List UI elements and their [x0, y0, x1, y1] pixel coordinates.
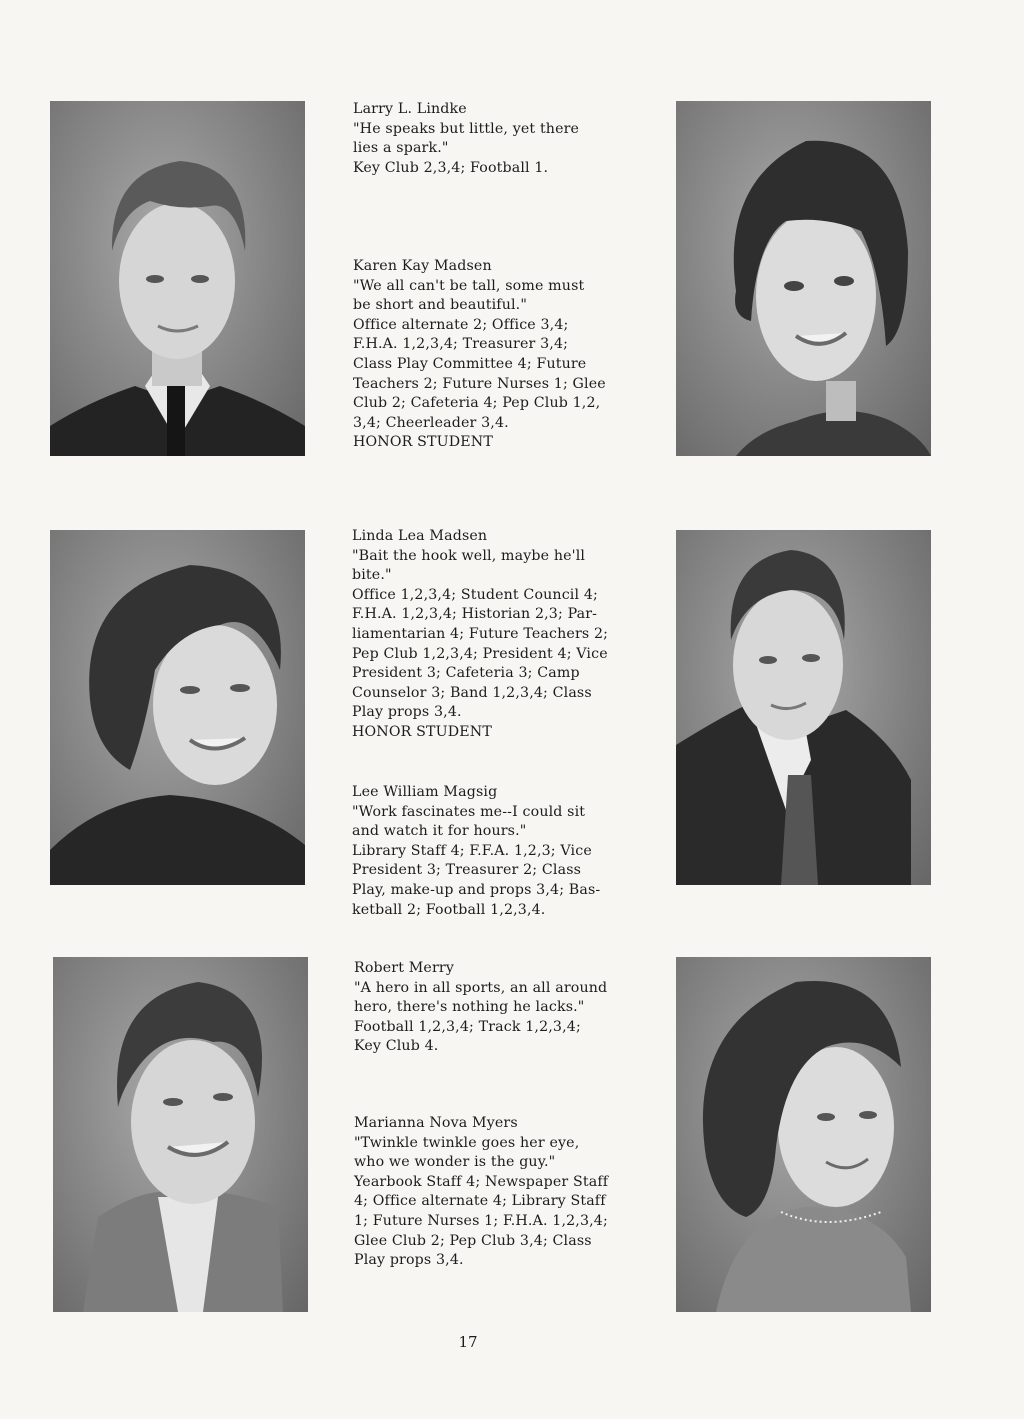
entry-linda-madsen: [352, 527, 642, 743]
portrait-photo-linda-madsen: [50, 530, 305, 885]
portrait-photo-marianna-myers: [676, 957, 931, 1312]
student-activities: Office 1,2,3,4; Student Council 4; F.H.A. 1,2,3,4; Historian 2,3; Par- liamentarian 4; Future Teachers 2; Pep Club 1,2,3,4; President 4; Vice President 3; Cafeteria 3; Camp Counselor 3; Band 1,2,3,4; Class Play props 3,4.: [352, 586, 609, 721]
page-number: 17: [458, 1333, 478, 1351]
portrait-photo-lee-magsig: [676, 530, 931, 885]
student-name: Lee William Magsig: [352, 784, 498, 800]
entry-robert-merry: [354, 959, 644, 1057]
student-name: Marianna Nova Myers: [354, 1115, 518, 1131]
entry-lee-magsig: [352, 783, 642, 920]
student-quote: "A hero in all sports, an all around hero, there's nothing he lacks.": [354, 979, 608, 1016]
student-activities: Library Staff 4; F.F.A. 1,2,3; Vice President 3; Treasurer 2; Class Play, make-up and props 3,4; Bas- ketball 2; Football 1,2,3,4.: [352, 842, 601, 918]
student-quote: "Work fascinates me--I could sit and watch it for hours.": [352, 803, 586, 840]
student-quote: "We all can't be tall, some must be short and beautiful.": [353, 277, 585, 314]
student-name: Karen Kay Madsen: [353, 258, 492, 274]
student-activities: Yearbook Staff 4; Newspaper Staff 4; Office alternate 4; Library Staff 1; Future Nurses 1; F.H.A. 1,2,3,4; Glee Club 2; Pep Club 3,4; Class Play props 3,4.: [354, 1173, 609, 1269]
student-name: Linda Lea Madsen: [352, 528, 488, 544]
student-name: Larry L. Lindke: [353, 101, 467, 117]
entry-karen-madsen: [353, 257, 643, 453]
student-quote: "He speaks but little, yet there lies a spark.": [353, 120, 580, 157]
student-name: Robert Merry: [354, 960, 454, 976]
student-activities: Football 1,2,3,4; Track 1,2,3,4; Key Club 4.: [354, 1018, 581, 1055]
portrait-photo-larry-lindke: [50, 101, 305, 456]
student-quote: "Twinkle twinkle goes her eye, who we wonder is the guy.": [354, 1134, 580, 1171]
student-activities: Office alternate 2; Office 3,4; F.H.A. 1,2,3,4; Treasurer 3,4; Class Play Committee 4; Future Teachers 2; Future Nurses 1; Glee Club 2; Cafeteria 4; Pep Club 1,2, 3,4; Cheerleader 3,4.: [353, 316, 606, 431]
entry-larry-lindke: [353, 100, 643, 178]
entry-marianna-myers: [354, 1114, 644, 1271]
honor-student-label: HONOR STUDENT: [353, 434, 493, 451]
portrait-photo-robert-merry: [53, 957, 308, 1312]
student-activities: Key Club 2,3,4; Football 1.: [353, 159, 549, 176]
student-quote: "Bait the hook well, maybe he'll bite.": [352, 547, 586, 584]
honor-student-label: HONOR STUDENT: [352, 723, 492, 740]
portrait-photo-karen-madsen: [676, 101, 931, 456]
